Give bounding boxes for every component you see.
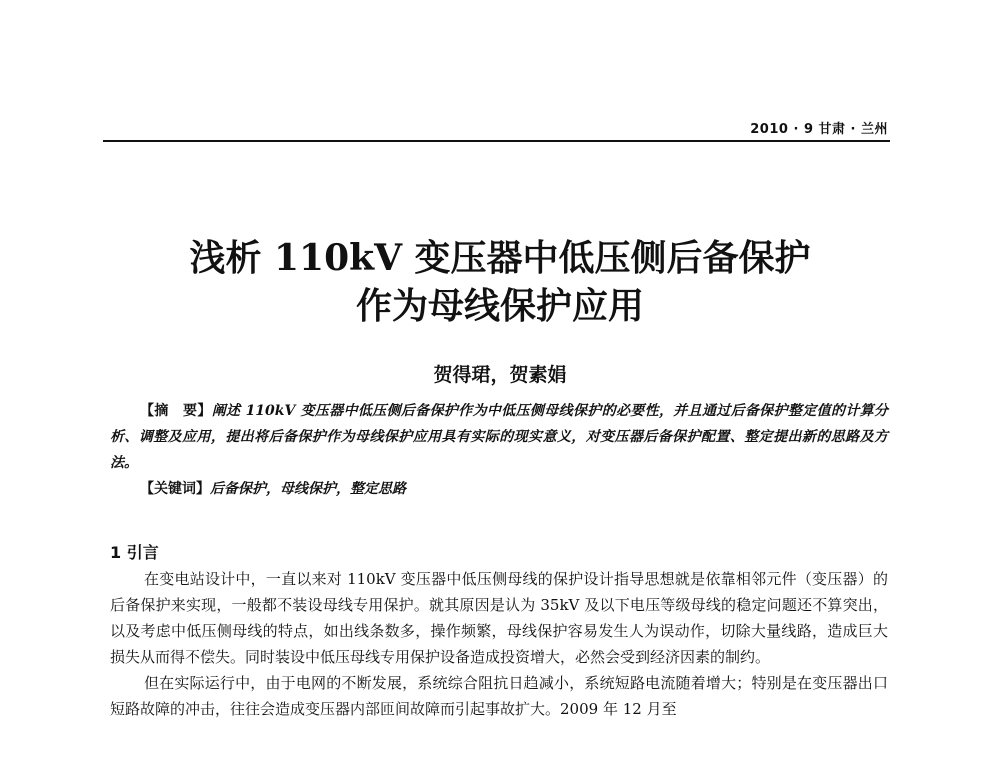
author-list: 贺得珺，贺素娟	[433, 364, 567, 386]
article-title	[0, 234, 1000, 330]
section-heading-introduction: 1 引言	[110, 543, 159, 562]
body-paragraph: 但在实际运行中，由于电网的不断发展，系统综合阻抗日趋减小，系统短路电流随着增大；特别是在变压器出口短路故障的冲击，往往会造成变压器内部匝间故障而引起事故扩大。2009 年 12 月至	[110, 674, 888, 718]
section-body	[110, 566, 888, 722]
title-line-2: 作为母线保护应用	[355, 285, 644, 327]
keywords-label: 【关键词】	[140, 481, 210, 497]
abstract-label: 【摘 要】	[140, 403, 212, 419]
body-paragraph: 在变电站设计中，一直以来对 110kV 变压器中低压侧母线的保护设计指导思想就是依靠相邻元件（变压器）的后备保护来实现，一般都不装设母线专用保护。就其原因是认为 35kV 及以下电压等级母线的稳定问题还不算突出，以及考虑中低压侧母线的特点，如出线条数多，操作频繁，母线保护容易发生人为误动作，切除大量线路，造成巨大损失从而得不偿失。同时装设中低压母线专用保护设备造成投资增大，必然会受到经济因素的制约。	[110, 570, 888, 666]
keywords-text: 后备保护，母线保护，整定思路	[210, 481, 406, 497]
journal-meta: 2010 · 9 甘肃 · 兰州	[750, 122, 888, 137]
abstract-paragraph	[110, 398, 888, 476]
title-line-1: 浅析 110kV 变压器中低压侧后备保护	[189, 237, 811, 279]
abstract-text: 阐述 110kV 变压器中低压侧后备保护作为中低压侧母线保护的必要性，并且通过后备保护整定值的计算分析、调整及应用，提出将后备保护作为母线保护应用具有实际的现实意义，对变压器后备保护配置、整定提出新的思路及方法。	[110, 403, 888, 471]
keywords-paragraph	[110, 476, 888, 502]
abstract-block	[110, 398, 888, 502]
header-divider	[103, 140, 890, 142]
